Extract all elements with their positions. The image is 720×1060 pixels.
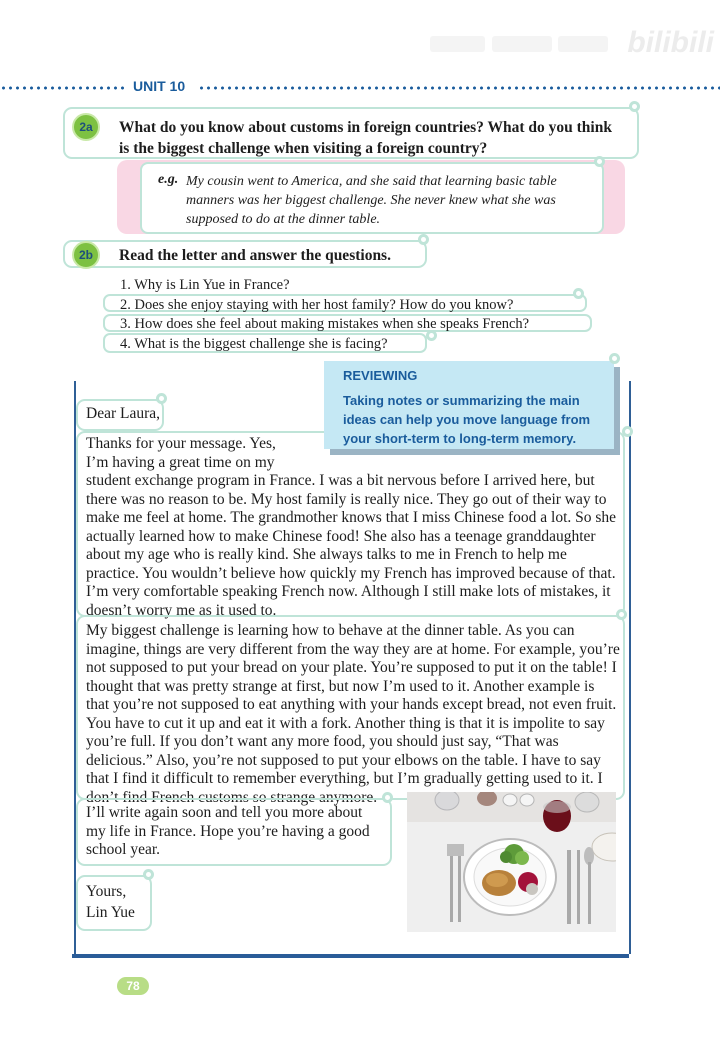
letter-bottom-rule <box>72 954 629 958</box>
frame-knob <box>616 609 627 620</box>
page-number: 78 <box>117 977 149 995</box>
question-2a: What do you know about customs in foreign countries? What do you think is the biggest challenge when visiting a foreign country? <box>119 119 612 157</box>
letter-greeting: Dear Laura, <box>86 405 161 422</box>
place-setting-illustration <box>407 792 616 932</box>
paragraph-1-text: Thanks for your message. Yes, I’m having a great time on my student exchange program in France. I was a bit nervous before I arrived here, but there was no reason to be. My host family is really nice. They go out of their way to make me feel at home. The grandmother knows that I miss Chinese food a lot. So she actually learned how to make Chinese food! She also has a teenage granddaughter about my age who is really kind. She always talks to me in French to help me practice. You wouldn’t believe how quickly my French has improved because of that. I’m very comfortable speaking French now. Although I still make lots of mistakes, it doesn’t worry me as it used to. <box>86 435 617 619</box>
header-dots-right <box>198 86 720 90</box>
example-text: My cousin went to America, and she said that learning basic table manners was her biggest challenge. She never knew what she was supposed to do at the dinner table. <box>186 174 557 227</box>
letter-closing: Yours, <box>86 883 127 900</box>
section-badge-2b: 2b <box>72 241 100 269</box>
letter-signature: Lin Yue <box>86 904 135 921</box>
question-item: 4. What is the biggest challenge she is facing? <box>120 335 388 352</box>
section-badge-2a: 2a <box>72 113 100 141</box>
frame-knob <box>594 156 605 167</box>
letter-paragraph-1 <box>86 435 620 620</box>
header-dots-left <box>0 86 126 90</box>
watermark-logo: bilibili <box>627 26 714 59</box>
question-item: 3. How does she feel about making mistakes when she speaks French? <box>120 316 530 332</box>
question-list <box>120 276 529 354</box>
letter-paragraph-2: My biggest challenge is learning how to behave at the dinner table. As you can imagine, things are very different from the way they are at home. For example, you’re not supposed to put your bread on your plate. You’re supposed to put it on the table! I thought that was pretty strange at first, but now I’m used to it. Another example is that you’re not supposed to eat anything with your hands except bread, not even fruit. You have to cut it up and eat it with a fork. Another thing is that it is impolite to say you’re full. If you don’t want any more food, you should just say, “That was delicious.” Also, you’re not supposed to put your elbows on the table. I have to say that I find it difficult to remember everything, but I’m gradually getting used to it. I don’t find French customs so strange anymore. <box>86 622 620 806</box>
frame-knob <box>622 426 633 437</box>
frame-knob <box>143 869 154 880</box>
letter-paragraph-3: I’ll write again soon and tell you more about my life in France. Hope you’re having a good school year. <box>86 804 370 858</box>
frame-knob <box>382 792 393 803</box>
watermark <box>430 22 720 70</box>
frame-knob <box>629 101 640 112</box>
dinner-table-photo <box>407 792 616 932</box>
reviewing-title: REVIEWING <box>343 368 418 383</box>
instruction-2b: Read the letter and answer the questions. <box>119 247 391 264</box>
example-label: e.g. <box>158 172 179 187</box>
unit-title: UNIT 10 <box>133 78 186 94</box>
question-item: 2. Does she enjoy staying with her host family? How do you know? <box>120 296 514 313</box>
frame-knob <box>573 288 584 299</box>
frame-knob <box>418 234 429 245</box>
reviewing-text: Taking notes or summarizing the main ideas can help you move language from your short-term to long-term memory. <box>343 393 591 446</box>
frame-knob <box>156 393 167 404</box>
question-item: 1. Why is Lin Yue in France? <box>120 277 290 293</box>
frame-knob <box>609 353 620 364</box>
